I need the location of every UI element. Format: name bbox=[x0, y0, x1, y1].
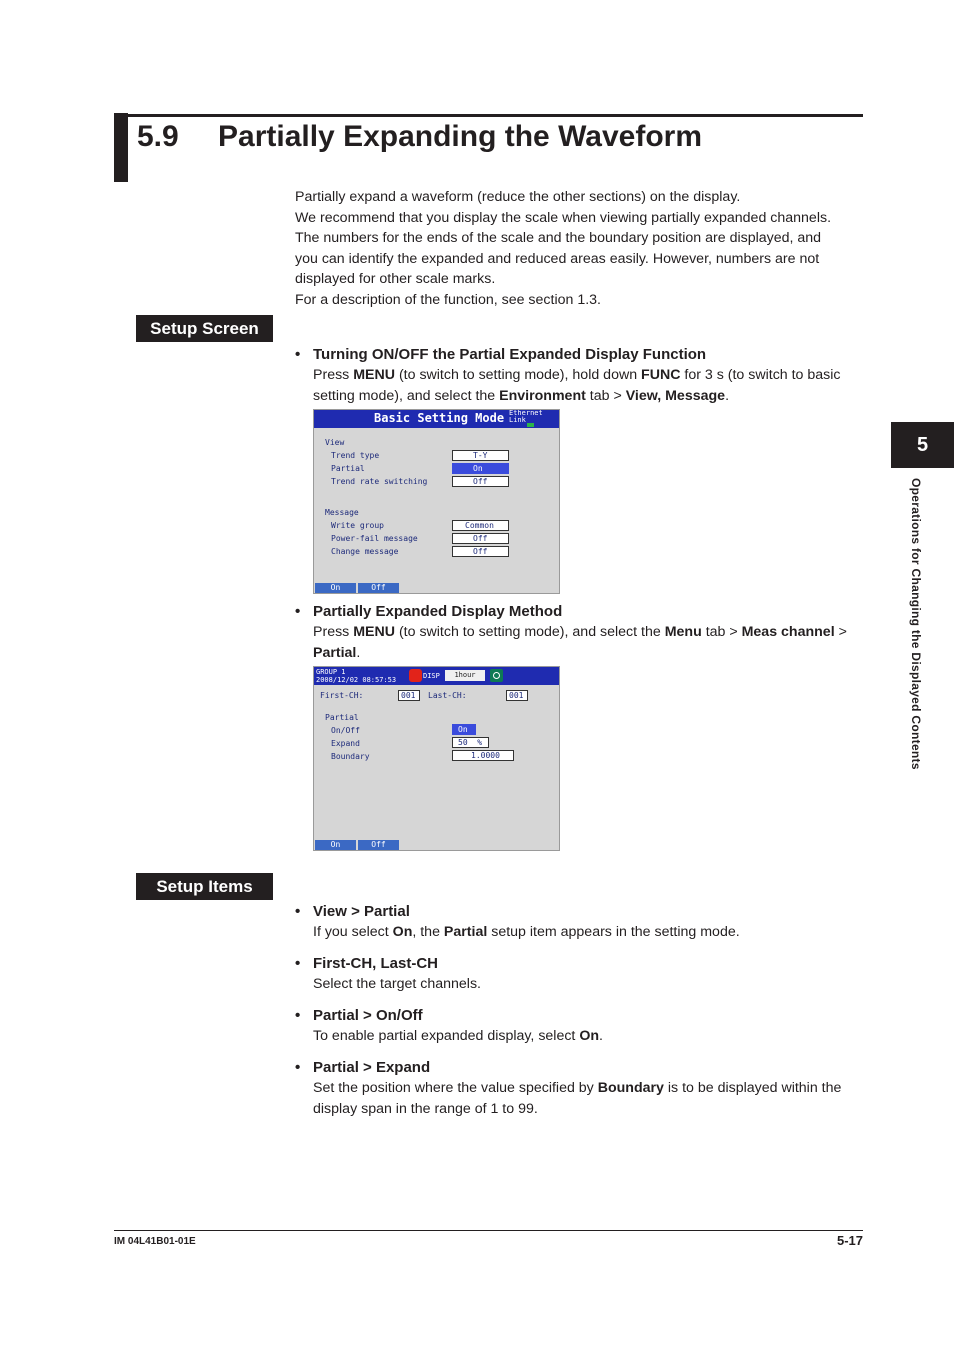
disp-label: DISP bbox=[423, 672, 440, 680]
body-text: setup item appears in the setting mode. bbox=[487, 924, 740, 940]
key-menu: MENU bbox=[353, 367, 395, 383]
body-text: . bbox=[725, 387, 730, 404]
section-number: 5.9 bbox=[137, 120, 179, 153]
datetime: 2008/12/02 08:57:53 bbox=[316, 676, 397, 684]
setup-screen-label: Setup Screen bbox=[136, 315, 273, 342]
bullet-heading-text: Turning ON/OFF the Partial Expanded Display Function bbox=[313, 346, 707, 363]
body-text: tab > bbox=[701, 624, 742, 640]
bullet-heading bbox=[295, 903, 410, 920]
boundary-field[interactable]: 1.0000 bbox=[452, 750, 514, 761]
group-name: GROUP 1 bbox=[316, 668, 346, 676]
body-text: Select the target channels. bbox=[313, 976, 481, 992]
bullet-dot: • bbox=[295, 346, 301, 363]
bullet-heading-text: Partial > On/Off bbox=[313, 1007, 423, 1024]
view-group-label: View bbox=[325, 438, 345, 447]
body-text: , the bbox=[412, 924, 444, 940]
body-text: Press bbox=[313, 367, 354, 383]
softkey-on[interactable]: On bbox=[315, 840, 356, 850]
bullet-heading bbox=[295, 955, 438, 972]
expand-value: 50 bbox=[458, 738, 468, 747]
setting-label: Write group bbox=[331, 521, 384, 530]
intro-text bbox=[295, 187, 855, 311]
screen-title: Basic Setting Mode bbox=[374, 411, 505, 425]
onoff-label: On/Off bbox=[331, 726, 360, 735]
option-boundary: Boundary bbox=[597, 1080, 664, 1096]
body-text: (to switch to setting mode), hold down bbox=[395, 367, 642, 383]
body-text: To enable partial expanded display, select bbox=[313, 1028, 580, 1044]
bullet-heading-text: View > Partial bbox=[313, 903, 410, 920]
softkey-on[interactable]: On bbox=[315, 583, 356, 593]
page-number: 5-17 bbox=[836, 1233, 863, 1248]
intro-line: displayed for other scale marks. bbox=[295, 271, 496, 288]
option-on: On bbox=[579, 1028, 600, 1044]
tab-name: Menu bbox=[664, 624, 702, 640]
option-on: On bbox=[392, 924, 413, 940]
bullet-dot: • bbox=[295, 1007, 301, 1024]
body-text: display span in the range of 1 to 99. bbox=[313, 1100, 538, 1117]
body-text: (to switch to setting mode), and select the bbox=[395, 624, 665, 640]
bullet-dot: • bbox=[295, 955, 301, 972]
setting-label: Change message bbox=[331, 547, 399, 556]
heading-rule bbox=[128, 114, 863, 117]
key-menu: MENU bbox=[353, 624, 395, 640]
ethernet-led-icon bbox=[527, 423, 534, 427]
setting-value[interactable]: Off bbox=[452, 533, 509, 544]
bullet-body bbox=[313, 622, 863, 663]
onoff-field[interactable]: On bbox=[452, 724, 476, 735]
body-text: setting mode), and select the bbox=[313, 387, 500, 404]
last-ch-field[interactable]: 001 bbox=[506, 690, 528, 701]
bullet-dot: • bbox=[295, 1059, 301, 1076]
footer-rule bbox=[114, 1230, 863, 1231]
body-text: is to be displayed within the bbox=[663, 1080, 842, 1096]
bullet-heading-text: First-CH, Last-CH bbox=[313, 955, 439, 972]
intro-line: For a description of the function, see section 1.3. bbox=[295, 291, 601, 308]
body-text: . bbox=[356, 644, 361, 661]
intro-line: The numbers for the ends of the scale and the boundary position are displayed, and bbox=[295, 230, 822, 247]
key-func: FUNC bbox=[641, 367, 681, 383]
body-text: > bbox=[834, 624, 847, 640]
softkey-off[interactable]: Off bbox=[358, 840, 399, 850]
menu-path: View, Message bbox=[625, 387, 726, 404]
setting-value[interactable]: Off bbox=[452, 546, 509, 557]
setting-label: Partial bbox=[331, 464, 365, 473]
first-ch-label: First-CH: bbox=[320, 691, 364, 700]
setting-label: Power-fail message bbox=[331, 534, 418, 543]
menu-path: Partial bbox=[313, 644, 357, 661]
intro-line: Partially expand a waveform (reduce the other sections) on the display. bbox=[295, 189, 741, 205]
setting-value[interactable]: Common bbox=[452, 520, 509, 531]
expand-unit: % bbox=[477, 738, 483, 747]
partial-setting-screenshot bbox=[313, 666, 560, 851]
body-text: Press bbox=[313, 624, 354, 640]
tab-name: Environment bbox=[499, 387, 586, 404]
document-id: IM 04L41B01-01E bbox=[114, 1236, 196, 1247]
message-group-label: Message bbox=[325, 508, 359, 517]
first-ch-field[interactable]: 001 bbox=[398, 690, 420, 701]
record-icon bbox=[409, 669, 422, 682]
setting-value[interactable]: T-Y bbox=[452, 450, 509, 461]
menu-path: Meas channel bbox=[741, 624, 835, 640]
body-text: tab > bbox=[585, 387, 626, 404]
heading-bar bbox=[114, 113, 128, 182]
time-scale[interactable]: 1hour bbox=[445, 670, 485, 681]
softkey-off[interactable]: Off bbox=[358, 583, 399, 593]
bullet-body bbox=[313, 1078, 863, 1119]
chapter-tab: 5 bbox=[891, 422, 954, 468]
bullet-body bbox=[313, 1026, 863, 1047]
last-ch-label: Last-CH: bbox=[428, 691, 467, 700]
expand-field[interactable] bbox=[452, 737, 489, 748]
bullet-body bbox=[313, 365, 863, 406]
bullet-heading bbox=[295, 1059, 430, 1076]
bullet-heading bbox=[295, 346, 706, 363]
option-partial: Partial bbox=[443, 924, 488, 940]
expand-label: Expand bbox=[331, 739, 360, 748]
bullet-heading-text: Partially Expanded Display Method bbox=[313, 603, 563, 620]
bullet-heading-text: Partial > Expand bbox=[313, 1059, 431, 1076]
body-text: Set the position where the value specified by bbox=[313, 1080, 598, 1096]
setting-label: Trend rate switching bbox=[331, 477, 428, 486]
chapter-side-title: Operations for Changing the Displayed Contents bbox=[909, 478, 923, 770]
media-icon bbox=[490, 669, 503, 682]
setting-value-selected[interactable]: On bbox=[452, 463, 509, 474]
page-title: Partially Expanding the Waveform bbox=[218, 120, 702, 153]
body-text: . bbox=[599, 1028, 603, 1044]
setup-items-label: Setup Items bbox=[136, 873, 273, 900]
bullet-dot: • bbox=[295, 903, 301, 920]
bullet-heading bbox=[295, 603, 562, 620]
body-text: If you select bbox=[313, 924, 393, 940]
bullet-body bbox=[313, 974, 863, 995]
bullet-body bbox=[313, 922, 863, 943]
basic-setting-screenshot bbox=[313, 409, 560, 594]
bullet-dot: • bbox=[295, 603, 301, 620]
setting-value[interactable]: Off bbox=[452, 476, 509, 487]
intro-line: We recommend that you display the scale when viewing partially expanded channels. bbox=[295, 209, 832, 226]
ethernet-link-label: Ethernet Link bbox=[509, 409, 543, 424]
bullet-heading bbox=[295, 1007, 423, 1024]
partial-group-label: Partial bbox=[325, 713, 359, 722]
setting-label: Trend type bbox=[331, 451, 380, 460]
intro-line: you can identify the expanded and reduced areas easily. However, numbers are not bbox=[295, 250, 820, 267]
body-text: for 3 s (to switch to basic bbox=[680, 367, 841, 383]
group-label bbox=[316, 668, 396, 684]
boundary-label: Boundary bbox=[331, 752, 370, 761]
